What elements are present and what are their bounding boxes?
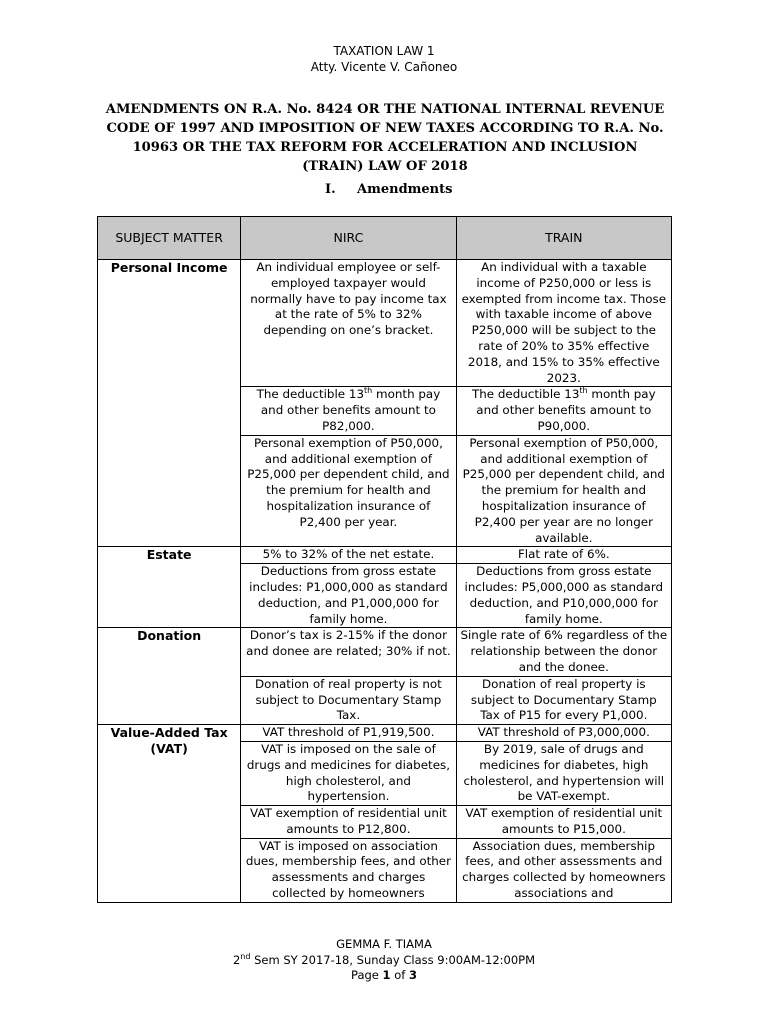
instructor-name: Atty. Vicente V. Cañoneo	[310, 60, 458, 74]
header-train: TRAIN	[456, 217, 671, 260]
nirc-cell: VAT is imposed on the sale of drugs and medicines for diabetes, high cholesterol, and hypertension.	[241, 741, 456, 805]
nirc-cell: Personal exemption of P50,000, and additional exemption of P25,000 per dependent child, and the premium for health and hospitalization insurance of P2,400 per year.	[241, 435, 456, 547]
footer-semester: 2nd Sem SY 2017-18, Sunday Class 9:00AM-12:00PM	[232, 951, 536, 967]
header-subject-matter: SUBJECT MATTER	[98, 217, 241, 260]
train-cell: Single rate of 6% regardless of the relationship between the donor and the donee.	[456, 628, 671, 676]
subject-vat: Value-Added Tax (VAT)	[98, 725, 241, 903]
footer-author: GEMMA F. TIAMA	[336, 937, 432, 951]
subject-personal-income: Personal Income	[98, 260, 241, 547]
nirc-cell: 5% to 32% of the net estate.	[241, 547, 456, 564]
table-header-row	[98, 217, 672, 260]
page-of: of	[394, 968, 406, 982]
train-cell: Personal exemption of P50,000, and additional exemption of P25,000 per dependent child, and the premium for health and hospitalization insurance of P2,400 per year are no longer available.	[456, 435, 671, 547]
nirc-cell: VAT is imposed on association dues, membership fees, and other assessments and charges collected by homeowners	[241, 838, 456, 902]
page-current: 1	[382, 968, 391, 982]
section-number: I.	[325, 182, 336, 197]
amendments-table	[97, 216, 672, 903]
document-title: AMENDMENTS ON R.A. No. 8424 OR THE NATIONAL INTERNAL REVENUE CODE OF 1997 AND IMPOSITION OF NEW TAXES ACCORDING TO R.A. No. 10963 OR THE TAX REFORM FOR ACCELERATION AND INCLUSION (TRAIN) LAW OF 2018	[105, 102, 665, 174]
header-nirc: NIRC	[241, 217, 456, 260]
table-row	[98, 547, 672, 564]
nirc-cell: Deductions from gross estate includes: P1,000,000 as standard deduction, and P1,000,000 for family home.	[241, 564, 456, 628]
train-cell: VAT threshold of P3,000,000.	[456, 725, 671, 742]
subject-donation: Donation	[98, 628, 241, 725]
page-total: 3	[408, 968, 417, 982]
train-cell: Flat rate of 6%.	[456, 547, 671, 564]
page-prefix: Page	[351, 968, 379, 982]
section-heading	[325, 182, 452, 197]
train-cell: Deductions from gross estate includes: P5,000,000 as standard deduction, and P10,000,000 for family home.	[456, 564, 671, 628]
section-title: Amendments	[357, 182, 453, 197]
nirc-cell: An individual employee or self-employed taxpayer would normally have to pay income tax at the rate of 5% to 32% depending on one’s bracket.	[241, 260, 456, 387]
table-row	[98, 628, 672, 676]
train-cell: By 2019, sale of drugs and medicines for diabetes, high cholesterol, and hypertension will be VAT-exempt.	[456, 741, 671, 805]
train-cell: VAT exemption of residential unit amounts to P15,000.	[456, 806, 671, 839]
course-name: TAXATION LAW 1	[333, 44, 435, 58]
nirc-cell: VAT threshold of P1,919,500.	[241, 725, 456, 742]
train-cell: Donation of real property is subject to Documentary Stamp Tax of P15 for every P1,000.	[456, 676, 671, 724]
train-cell: Association dues, membership fees, and other assessments and charges collected by homeowners associations and	[456, 838, 671, 902]
page-number	[0, 968, 768, 984]
subject-estate: Estate	[98, 547, 241, 628]
nirc-cell: Donation of real property is not subject to Documentary Stamp Tax.	[241, 676, 456, 724]
table-row	[98, 260, 672, 387]
document-footer	[0, 937, 768, 984]
document-header	[0, 43, 768, 75]
nirc-cell: The deductible 13th month pay and other benefits amount to P82,000.	[241, 387, 456, 435]
train-cell: The deductible 13th month pay and other benefits amount to P90,000.	[456, 387, 671, 435]
nirc-cell: Donor’s tax is 2-15% if the donor and donee are related; 30% if not.	[241, 628, 456, 676]
nirc-cell: VAT exemption of residential unit amounts to P12,800.	[241, 806, 456, 839]
train-cell: An individual with a taxable income of P250,000 or less is exempted from income tax. Those with taxable income of above P250,000 will be subject to the rate of 20% to 35% effective 2018, and 15% to 35% effective 2023.	[456, 260, 671, 387]
table-row	[98, 725, 672, 742]
